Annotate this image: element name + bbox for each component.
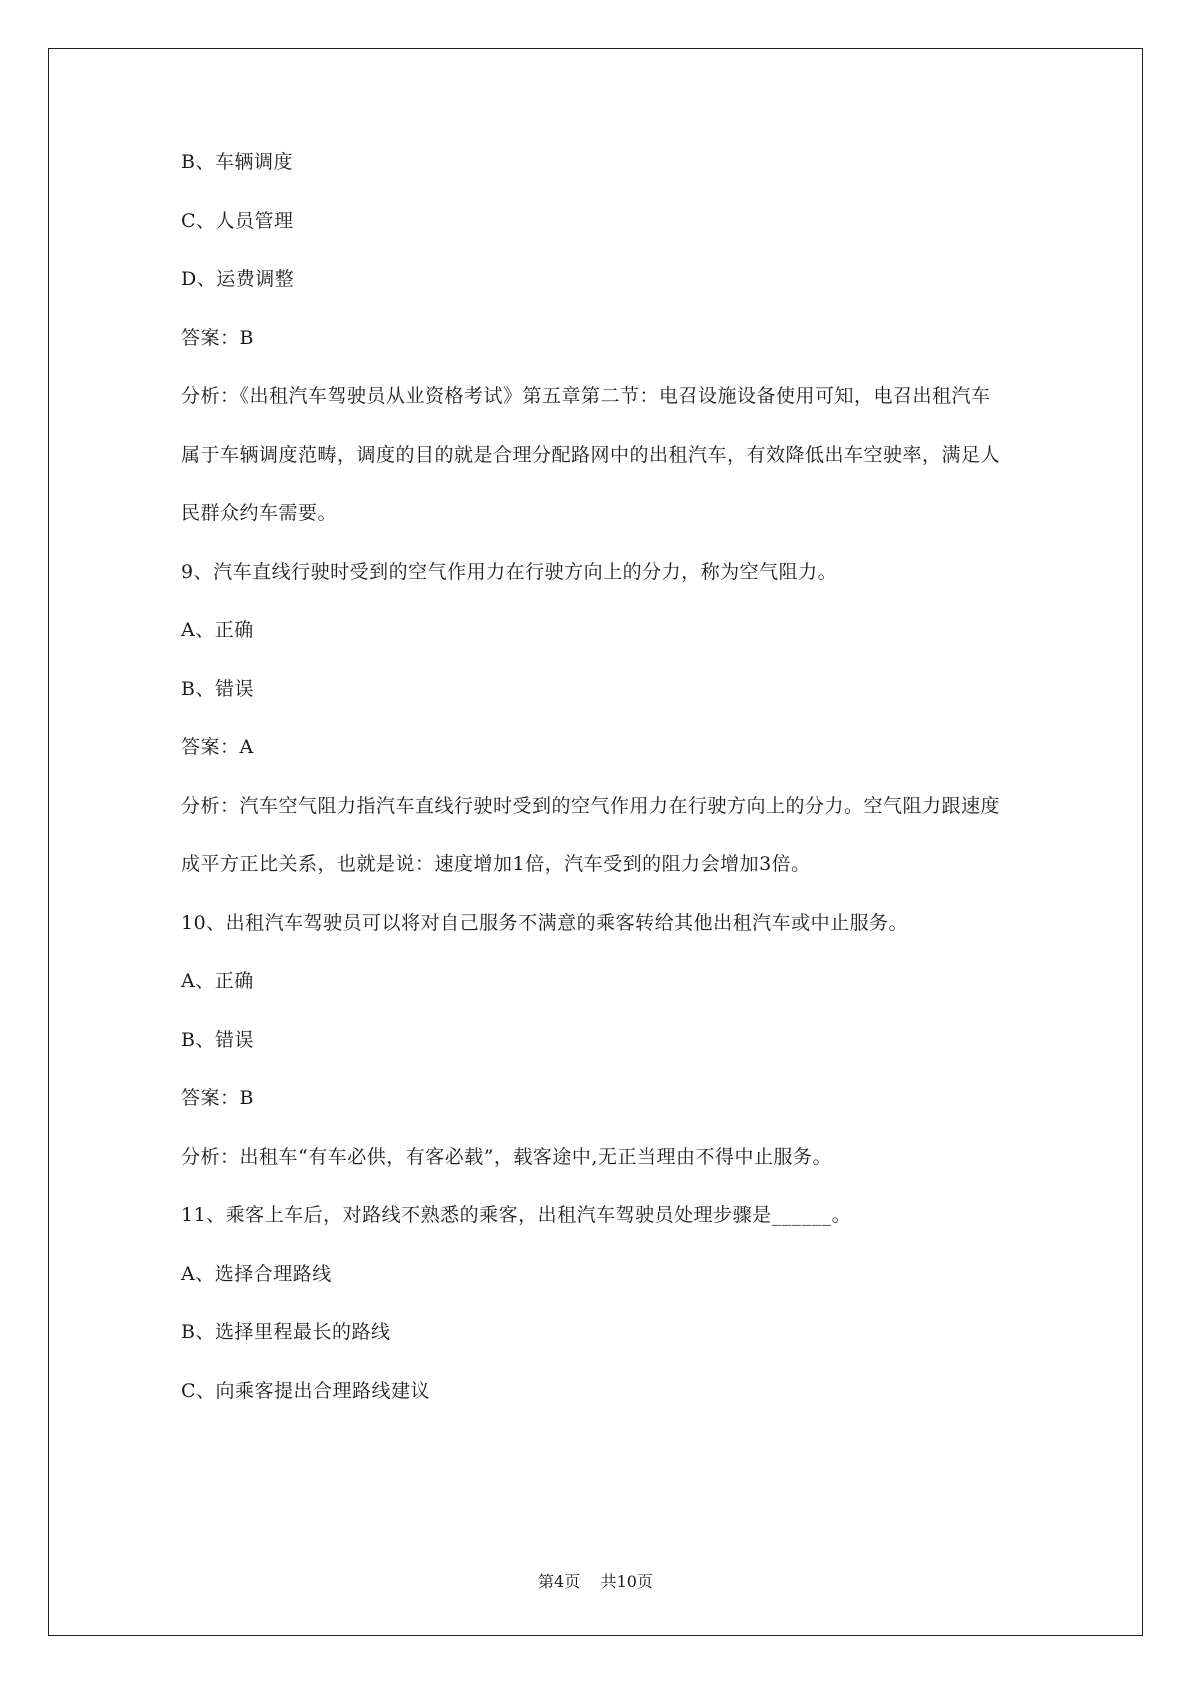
- page-footer: [0, 1572, 1191, 1592]
- page-total: 共10页: [600, 1572, 653, 1591]
- answer-line: 答案：A: [181, 736, 254, 758]
- option-a-line: A、选择合理路线: [181, 1263, 332, 1285]
- page-number: 第4页: [538, 1572, 581, 1591]
- analysis-line: 成平方正比关系，也就是说：速度增加1倍，汽车受到的阻力会增加3倍。: [181, 853, 811, 875]
- answer-line: 答案：B: [181, 1087, 254, 1109]
- option-c-line: C、人员管理: [181, 210, 294, 232]
- option-d-line: D、运费调整: [181, 268, 295, 290]
- option-a-line: A、正确: [181, 970, 254, 992]
- question-9: 9、汽车直线行驶时受到的空气作用力在行驶方向上的分力，称为空气阻力。: [181, 561, 838, 583]
- option-b-line: B、错误: [181, 1029, 254, 1051]
- analysis-line: 分析：出租车“有车必供，有客必载”，载客途中,无正当理由不得中止服务。: [181, 1146, 832, 1168]
- option-c-line: C、向乘客提出合理路线建议: [181, 1380, 431, 1402]
- analysis-line: 分析：《出租汽车驾驶员从业资格考试》第五章第二节：电召设施设备使用可知，电召出租汽车: [181, 385, 991, 407]
- question-10: 10、出租汽车驾驶员可以将对自己服务不满意的乘客转给其他出租汽车或中止服务。: [181, 912, 909, 934]
- analysis-line: 属于车辆调度范畴，调度的目的就是合理分配路网中的出租汽车，有效降低出车空驶率，满足人: [181, 444, 1001, 466]
- option-b-line: B、选择里程最长的路线: [181, 1321, 391, 1343]
- option-b-line: B、车辆调度: [181, 151, 293, 173]
- option-b-line: B、错误: [181, 678, 254, 700]
- analysis-line: 民群众约车需要。: [181, 502, 338, 524]
- option-a-line: A、正确: [181, 619, 254, 641]
- analysis-line: 分析：汽车空气阻力指汽车直线行驶时受到的空气作用力在行驶方向上的分力。空气阻力跟速度: [181, 795, 1001, 817]
- answer-line: 答案：B: [181, 327, 254, 349]
- question-11: 11、乘客上车后，对路线不熟悉的乘客，出租汽车驾驶员处理步骤是______。: [181, 1204, 852, 1226]
